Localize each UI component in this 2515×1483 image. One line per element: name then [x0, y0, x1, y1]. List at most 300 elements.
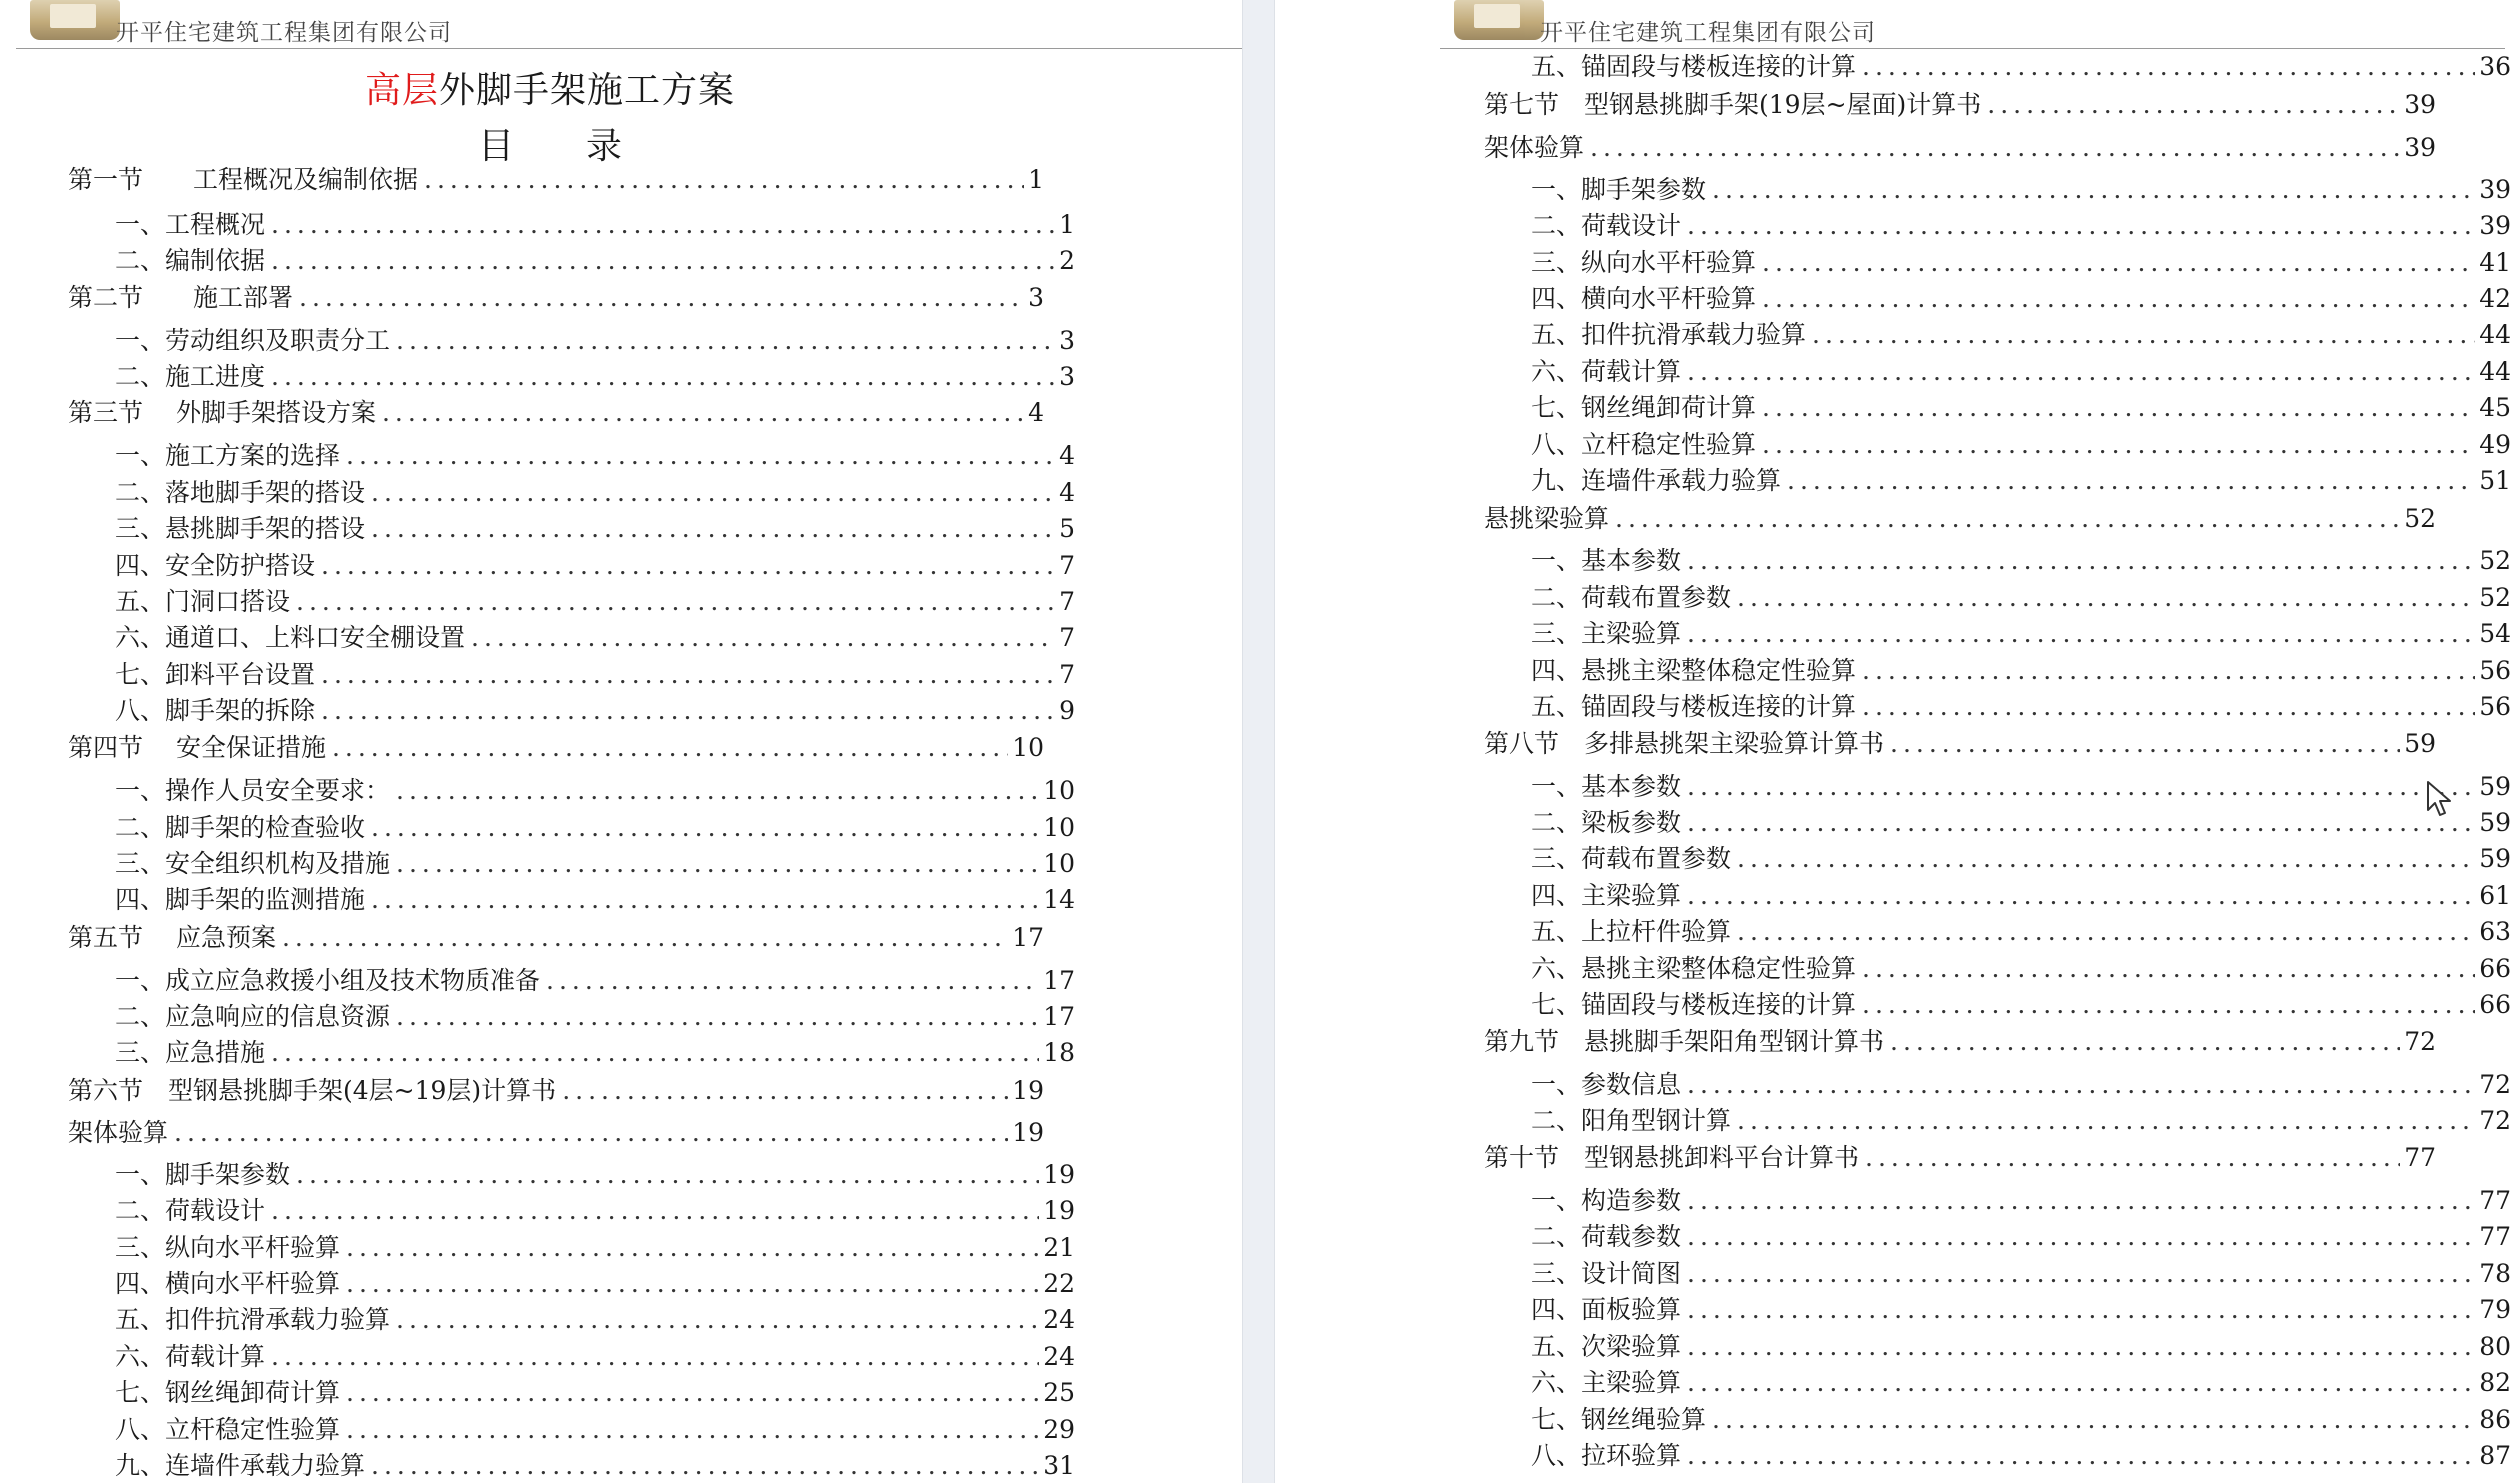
toc-entry-page-number: 39 [2404, 90, 2436, 119]
toc-entry-page-number: 19 [1043, 1196, 1075, 1225]
toc-entry-page-number: 5 [1059, 514, 1075, 543]
toc-entry[interactable] [68, 923, 1044, 953]
toc-entry-label: 三、应急措施 [115, 1038, 266, 1067]
toc-entry-page-number: 44 [2479, 320, 2511, 349]
toc-entry[interactable] [1531, 546, 2511, 576]
toc-entry[interactable] [115, 885, 1075, 915]
toc-entry[interactable] [68, 1118, 1044, 1148]
toc-entry-page-number: 3 [1028, 283, 1044, 312]
toc-entry[interactable] [115, 1038, 1075, 1068]
toc-entry[interactable] [1531, 808, 2511, 838]
toc-leader-dots [371, 813, 1039, 843]
toc-leader-dots [271, 246, 1055, 276]
toc-entry-page-number: 7 [1059, 623, 1075, 652]
toc-entry[interactable] [1531, 211, 2511, 241]
toc-entry-page-number: 56 [2479, 692, 2511, 721]
toc-entry-label: 第一节 工程概况及编制依据 [68, 165, 419, 194]
toc-entry-label: 四、主梁验算 [1531, 881, 1682, 910]
toc-entry-label: 六、荷载计算 [1531, 357, 1682, 386]
toc-leader-dots [1762, 430, 2475, 460]
toc-leader-dots [271, 362, 1055, 392]
toc-entry-page-number: 61 [2479, 881, 2511, 910]
toc-leader-dots [1787, 466, 2475, 496]
toc-entry-page-number: 9 [1059, 696, 1075, 725]
toc-entry-label: 一、成立应急救援小组及技术物质准备 [115, 966, 541, 995]
toc-leader-dots [562, 1076, 1008, 1106]
toc-entry-page-number: 51 [2479, 466, 2511, 495]
toc-entry-page-number: 19 [1012, 1118, 1044, 1147]
toc-entry-label: 三、悬挑脚手架的搭设 [115, 514, 366, 543]
toc-entry-label: 八、脚手架的拆除 [115, 696, 316, 725]
toc-entry-page-number: 39 [2479, 211, 2511, 240]
toc-entry-label: 第三节 外脚手架搭设方案 [68, 398, 376, 427]
toc-entry-page-number: 10 [1043, 813, 1075, 842]
toc-entry-page-number: 80 [2479, 1332, 2511, 1361]
toc-entry-page-number: 21 [1043, 1233, 1075, 1262]
toc-entry-page-number: 3 [1059, 362, 1075, 391]
toc-leader-dots [1687, 808, 2475, 838]
toc-entry-label: 九、连墙件承载力验算 [1531, 466, 1782, 495]
toc-entry[interactable] [68, 283, 1044, 313]
mouse-pointer-icon [2425, 780, 2455, 820]
toc-leader-dots [1737, 583, 2475, 613]
toc-entry-label: 架体验算 [1484, 133, 1585, 162]
toc-entry[interactable] [68, 733, 1044, 763]
toc-entry-label: 五、次梁验算 [1531, 1332, 1682, 1361]
toc-entry-label: 八、立杆稳定性验算 [1531, 430, 1757, 459]
toc-entry[interactable] [115, 813, 1075, 843]
toc-entry-page-number: 3 [1059, 326, 1075, 355]
toc-entry-label: 一、施工方案的选择 [115, 441, 341, 470]
toc-entry-label: 一、构造参数 [1531, 1186, 1682, 1215]
toc-entry[interactable] [1484, 90, 2436, 120]
toc-entry-label: 二、荷载设计 [1531, 211, 1682, 240]
toc-leader-dots [1737, 1106, 2475, 1136]
toc-entry-label: 二、落地脚手架的搭设 [115, 478, 366, 507]
toc-leader-dots [346, 1378, 1039, 1408]
toc-entry-page-number: 4 [1028, 398, 1044, 427]
toc-entry-page-number: 7 [1059, 587, 1075, 616]
toc-entry-label: 四、面板验算 [1531, 1295, 1682, 1324]
toc-leader-dots [1712, 1405, 2475, 1435]
toc-entry-label: 一、基本参数 [1531, 772, 1682, 801]
toc-entry-page-number: 86 [2479, 1405, 2511, 1434]
toc-entry-label: 七、锚固段与楼板连接的计算 [1531, 990, 1857, 1019]
page-gutter [1242, 0, 1275, 1483]
toc-entry-page-number: 7 [1059, 660, 1075, 689]
toc-entry[interactable] [1531, 430, 2511, 460]
toc-entry-label: 三、纵向水平杆验算 [1531, 248, 1757, 277]
toc-entry-label: 六、悬挑主梁整体稳定性验算 [1531, 954, 1857, 983]
toc-entry-page-number: 24 [1043, 1305, 1075, 1334]
toc-leader-dots [1812, 320, 2475, 350]
toc-entry[interactable] [1531, 917, 2511, 947]
toc-leader-dots [396, 776, 1039, 806]
toc-leader-dots [1687, 1441, 2475, 1471]
toc-entry-page-number: 17 [1043, 966, 1075, 995]
toc-entry-label: 四、横向水平杆验算 [1531, 284, 1757, 313]
toc-entry-label: 二、施工进度 [115, 362, 266, 391]
toc-entry[interactable] [1531, 1332, 2511, 1362]
toc-entry[interactable] [115, 623, 1075, 653]
toc-entry-page-number: 10 [1012, 733, 1044, 762]
toc-entry[interactable] [1531, 844, 2511, 874]
toc-leader-dots [321, 551, 1055, 581]
toc-entry[interactable] [115, 1305, 1075, 1335]
toc-entry[interactable] [1484, 1027, 2436, 1057]
toc-entry[interactable] [1531, 619, 2511, 649]
toc-entry[interactable] [1531, 954, 2511, 984]
toc-entry-label: 一、脚手架参数 [1531, 175, 1707, 204]
toc-entry-label: 三、纵向水平杆验算 [115, 1233, 341, 1262]
toc-entry-page-number: 1 [1028, 165, 1044, 194]
toc-entry-page-number: 49 [2479, 430, 2511, 459]
toc-entry[interactable] [68, 1076, 1044, 1106]
toc-entry[interactable] [115, 441, 1075, 471]
toc-leader-dots [174, 1118, 1008, 1148]
toc-leader-dots [1687, 1222, 2475, 1252]
toc-entry-label: 七、钢丝绳卸荷计算 [115, 1378, 341, 1407]
toc-entry-label: 七、卸料平台设置 [115, 660, 316, 689]
toc-entry-page-number: 52 [2479, 583, 2511, 612]
toc-entry[interactable] [115, 1451, 1075, 1481]
toc-entry[interactable] [1531, 1295, 2511, 1325]
toc-leader-dots [1862, 692, 2475, 722]
toc-entry-label: 六、荷载计算 [115, 1342, 266, 1371]
toc-entry[interactable] [1484, 133, 2436, 163]
toc-entry-page-number: 77 [2404, 1143, 2436, 1172]
toc-entry-page-number: 72 [2479, 1070, 2511, 1099]
toc-entry-page-number: 56 [2479, 656, 2511, 685]
toc-leader-dots [1687, 1368, 2475, 1398]
toc-leader-dots [1890, 729, 2400, 759]
toc-entry-page-number: 25 [1043, 1378, 1075, 1407]
toc-entry-page-number: 66 [2479, 954, 2511, 983]
toc-entry-label: 第十节 型钢悬挑卸料平台计算书 [1484, 1143, 1860, 1172]
toc-entry[interactable] [115, 210, 1075, 240]
toc-entry-label: 二、阳角型钢计算 [1531, 1106, 1732, 1135]
toc-leader-dots [1762, 393, 2475, 423]
toc-entry-label: 一、参数信息 [1531, 1070, 1682, 1099]
toc-entry[interactable] [115, 660, 1075, 690]
toc-entry-label: 第四节 安全保证措施 [68, 733, 326, 762]
toc-entry[interactable] [115, 246, 1075, 276]
toc-leader-dots [299, 283, 1024, 313]
toc-leader-dots [1862, 954, 2475, 984]
toc-entry-page-number: 41 [2479, 248, 2511, 277]
toc-entry[interactable] [1531, 357, 2511, 387]
toc-entry-label: 第九节 悬挑脚手架阳角型钢计算书 [1484, 1027, 1885, 1056]
toc-entry-page-number: 19 [1043, 1160, 1075, 1189]
toc-entry-label: 七、钢丝绳卸荷计算 [1531, 393, 1757, 422]
toc-leader-dots [396, 849, 1039, 879]
toc-leader-dots [1687, 1295, 2475, 1325]
company-name: 开平住宅建筑工程集团有限公司 [1540, 20, 1876, 46]
toc-entry-label: 二、脚手架的检查验收 [115, 813, 366, 842]
toc-entry-page-number: 18 [1043, 1038, 1075, 1067]
toc-entry-label: 三、荷载布置参数 [1531, 844, 1732, 873]
toc-entry-page-number: 19 [1012, 1076, 1044, 1105]
toc-leader-dots [1687, 357, 2475, 387]
toc-leader-dots [1865, 1143, 2400, 1173]
header-divider [1440, 48, 2505, 49]
toc-entry[interactable] [115, 1196, 1075, 1226]
toc-entry-label: 二、荷载设计 [115, 1196, 266, 1225]
toc-leader-dots [282, 923, 1008, 953]
toc-leader-dots [271, 210, 1055, 240]
toc-leader-dots [321, 696, 1055, 726]
toc-leader-dots [332, 733, 1008, 763]
toc-entry-label: 第二节 施工部署 [68, 283, 294, 312]
toc-leader-dots [371, 514, 1055, 544]
toc-entry[interactable] [1531, 1070, 2511, 1100]
toc-leader-dots [1687, 211, 2475, 241]
toc-entry-page-number: 72 [2479, 1106, 2511, 1135]
toc-entry-label: 第五节 应急预案 [68, 923, 276, 952]
toc-entry-page-number: 44 [2479, 357, 2511, 386]
toc-entry[interactable] [1531, 1405, 2511, 1435]
toc-leader-dots [1687, 1332, 2475, 1362]
toc-leader-dots [1687, 546, 2475, 576]
page-header [16, 0, 1242, 50]
toc-leader-dots [1890, 1027, 2400, 1057]
toc-entry-label: 二、应急响应的信息资源 [115, 1002, 391, 1031]
toc-entry-page-number: 7 [1059, 551, 1075, 580]
toc-entry-label: 第六节 型钢悬挑脚手架(4层~19层)计算书 [68, 1076, 557, 1105]
toc-leader-dots [1737, 917, 2475, 947]
toc-leader-dots [1687, 1070, 2475, 1100]
toc-entry-page-number: 2 [1059, 246, 1075, 275]
toc-entry-page-number: 79 [2479, 1295, 2511, 1324]
toc-entry[interactable] [115, 326, 1075, 356]
toc-entry-page-number: 59 [2479, 808, 2511, 837]
toc-leader-dots [346, 1415, 1039, 1445]
toc-entry[interactable] [115, 514, 1075, 544]
toc-leader-dots [1687, 619, 2475, 649]
toc-entry-page-number: 31 [1043, 1451, 1075, 1480]
toc-entry[interactable] [1531, 1441, 2511, 1471]
toc-entry[interactable] [1531, 1186, 2511, 1216]
toc-entry[interactable] [115, 1233, 1075, 1263]
toc-entry[interactable] [1531, 1259, 2511, 1289]
toc-entry[interactable] [1531, 656, 2511, 686]
toc-leader-dots [424, 165, 1024, 195]
toc-entry-label: 一、工程概况 [115, 210, 266, 239]
toc-entry-label: 二、编制依据 [115, 246, 266, 275]
toc-entry-page-number: 4 [1059, 441, 1075, 470]
toc-entry[interactable] [1531, 175, 2511, 205]
toc-entry[interactable] [115, 478, 1075, 508]
company-logo-icon [1454, 0, 1544, 40]
toc-entry-label: 五、扣件抗滑承载力验算 [115, 1305, 391, 1334]
header-divider [16, 48, 1242, 49]
page-header [1440, 0, 2515, 50]
toc-entry[interactable] [1531, 52, 2511, 82]
toc-leader-dots [1687, 772, 2475, 802]
toc-leader-dots [1687, 881, 2475, 911]
toc-entry[interactable] [1531, 320, 2511, 350]
toc-entry-label: 五、上拉杆件验算 [1531, 917, 1732, 946]
toc-entry-page-number: 78 [2479, 1259, 2511, 1288]
toc-entry-page-number: 4 [1059, 478, 1075, 507]
toc-entry-page-number: 87 [2479, 1441, 2511, 1470]
toc-entry[interactable] [1531, 393, 2511, 423]
toc-entry-page-number: 59 [2404, 729, 2436, 758]
toc-entry[interactable] [115, 849, 1075, 879]
toc-entry-label: 九、连墙件承载力验算 [115, 1451, 366, 1480]
toc-leader-dots [1862, 656, 2475, 686]
toc-entry[interactable] [1531, 1222, 2511, 1252]
document-page-right [1274, 0, 2515, 1483]
toc-entry[interactable] [1531, 881, 2511, 911]
toc-entry[interactable] [68, 398, 1044, 428]
toc-entry-label: 二、荷载参数 [1531, 1222, 1682, 1251]
toc-entry-page-number: 36 [2479, 52, 2511, 81]
toc-entry-label: 悬挑梁验算 [1484, 504, 1610, 533]
toc-leader-dots [1615, 504, 2400, 534]
toc-entry-label: 三、主梁验算 [1531, 619, 1682, 648]
document-page-left [0, 0, 1242, 1483]
toc-entry-label: 一、脚手架参数 [115, 1160, 291, 1189]
toc-entry[interactable] [115, 1415, 1075, 1445]
toc-entry[interactable] [1531, 1106, 2511, 1136]
toc-entry[interactable] [68, 165, 1044, 195]
toc-entry[interactable] [1531, 692, 2511, 722]
toc-entry-page-number: 59 [2479, 772, 2511, 801]
toc-leader-dots [296, 1160, 1039, 1190]
toc-entry-page-number: 54 [2479, 619, 2511, 648]
toc-entry-page-number: 82 [2479, 1368, 2511, 1397]
toc-leader-dots [396, 1305, 1039, 1335]
document-title [0, 62, 1100, 113]
toc-entry-label: 四、脚手架的监测措施 [115, 885, 366, 914]
toc-leader-dots [371, 885, 1039, 915]
toc-entry-page-number: 22 [1043, 1269, 1075, 1298]
toc-leader-dots [1762, 248, 2475, 278]
toc-entry[interactable] [1484, 729, 2436, 759]
toc-leader-dots [321, 660, 1055, 690]
toc-heading: 目 录 [477, 126, 622, 167]
toc-leader-dots [546, 966, 1039, 996]
toc-entry-page-number: 1 [1059, 210, 1075, 239]
toc-entry-page-number: 52 [2479, 546, 2511, 575]
toc-entry[interactable] [115, 776, 1075, 806]
toc-entry-page-number: 45 [2479, 393, 2511, 422]
toc-entry[interactable] [1484, 1143, 2436, 1173]
toc-entry[interactable] [115, 696, 1075, 726]
toc-entry[interactable] [1484, 504, 2436, 534]
toc-leader-dots [1687, 1186, 2475, 1216]
toc-entry-label: 四、安全防护搭设 [115, 551, 316, 580]
toc-leader-dots [1712, 175, 2475, 205]
toc-entry[interactable] [115, 362, 1075, 392]
toc-entry[interactable] [1531, 284, 2511, 314]
toc-entry-page-number: 39 [2404, 133, 2436, 162]
toc-entry[interactable] [115, 551, 1075, 581]
toc-entry-page-number: 42 [2479, 284, 2511, 313]
toc-entry[interactable] [1531, 248, 2511, 278]
toc-entry-page-number: 72 [2404, 1027, 2436, 1056]
toc-leader-dots [396, 326, 1055, 356]
toc-entry[interactable] [115, 1269, 1075, 1299]
toc-entry-label: 八、立杆稳定性验算 [115, 1415, 341, 1444]
toc-entry[interactable] [1531, 772, 2511, 802]
toc-entry-label: 四、悬挑主梁整体稳定性验算 [1531, 656, 1857, 685]
toc-leader-dots [1987, 90, 2400, 120]
toc-entry-label: 二、荷载布置参数 [1531, 583, 1732, 612]
toc-entry[interactable] [115, 1002, 1075, 1032]
toc-entry-page-number: 17 [1043, 1002, 1075, 1031]
toc-entry-page-number: 10 [1043, 849, 1075, 878]
toc-entry-page-number: 29 [1043, 1415, 1075, 1444]
toc-entry-label: 三、安全组织机构及措施 [115, 849, 391, 878]
toc-entry-label: 六、通道口、上料口安全棚设置 [115, 623, 466, 652]
toc-leader-dots [296, 587, 1055, 617]
toc-leader-dots [271, 1196, 1039, 1226]
toc-entry[interactable] [115, 587, 1075, 617]
toc-entry[interactable] [115, 1342, 1075, 1372]
toc-leader-dots [271, 1342, 1039, 1372]
toc-entry[interactable] [1531, 1368, 2511, 1398]
toc-leader-dots [1862, 990, 2475, 1020]
toc-entry-page-number: 77 [2479, 1186, 2511, 1215]
toc-entry[interactable] [115, 966, 1075, 996]
toc-entry-label: 五、锚固段与楼板连接的计算 [1531, 692, 1857, 721]
toc-leader-dots [1590, 133, 2400, 163]
toc-leader-dots [1687, 1259, 2475, 1289]
toc-entry-page-number: 14 [1043, 885, 1075, 914]
toc-entry-page-number: 24 [1043, 1342, 1075, 1371]
toc-leader-dots [346, 1269, 1039, 1299]
document-title-highlight: 高层 [364, 70, 439, 111]
toc-entry[interactable] [1531, 466, 2511, 496]
toc-leader-dots [1862, 52, 2475, 82]
toc-entry-page-number: 59 [2479, 844, 2511, 873]
toc-entry-label: 四、横向水平杆验算 [115, 1269, 341, 1298]
toc-entry-label: 二、梁板参数 [1531, 808, 1682, 837]
company-logo-icon [30, 0, 120, 40]
toc-entry-label: 第八节 多排悬挑架主梁验算计算书 [1484, 729, 1885, 758]
toc-entry-page-number: 17 [1012, 923, 1044, 952]
toc-leader-dots [1737, 844, 2475, 874]
toc-entry-page-number: 10 [1043, 776, 1075, 805]
toc-leader-dots [346, 441, 1055, 471]
toc-entry-page-number: 77 [2479, 1222, 2511, 1251]
toc-entry-page-number: 52 [2404, 504, 2436, 533]
toc-entry-label: 八、拉环验算 [1531, 1441, 1682, 1470]
toc-entry[interactable] [115, 1378, 1075, 1408]
toc-entry-label: 七、钢丝绳验算 [1531, 1405, 1707, 1434]
toc-leader-dots [396, 1002, 1039, 1032]
toc-entry-label: 第七节 型钢悬挑脚手架(19层~屋面)计算书 [1484, 90, 1982, 119]
toc-leader-dots [471, 623, 1055, 653]
toc-entry-label: 六、主梁验算 [1531, 1368, 1682, 1397]
toc-entry-label: 五、锚固段与楼板连接的计算 [1531, 52, 1857, 81]
toc-entry[interactable] [115, 1160, 1075, 1190]
toc-leader-dots [1762, 284, 2475, 314]
toc-entry-label: 一、操作人员安全要求： [115, 776, 391, 805]
toc-entry[interactable] [1531, 583, 2511, 613]
toc-entry-label: 架体验算 [68, 1118, 169, 1147]
toc-entry-page-number: 39 [2479, 175, 2511, 204]
toc-entry-label: 一、基本参数 [1531, 546, 1682, 575]
toc-entry-label: 五、扣件抗滑承载力验算 [1531, 320, 1807, 349]
toc-leader-dots [371, 478, 1055, 508]
toc-entry-label: 三、设计简图 [1531, 1259, 1682, 1288]
toc-entry[interactable] [1531, 990, 2511, 1020]
toc-leader-dots [382, 398, 1024, 428]
toc-leader-dots [271, 1038, 1039, 1068]
